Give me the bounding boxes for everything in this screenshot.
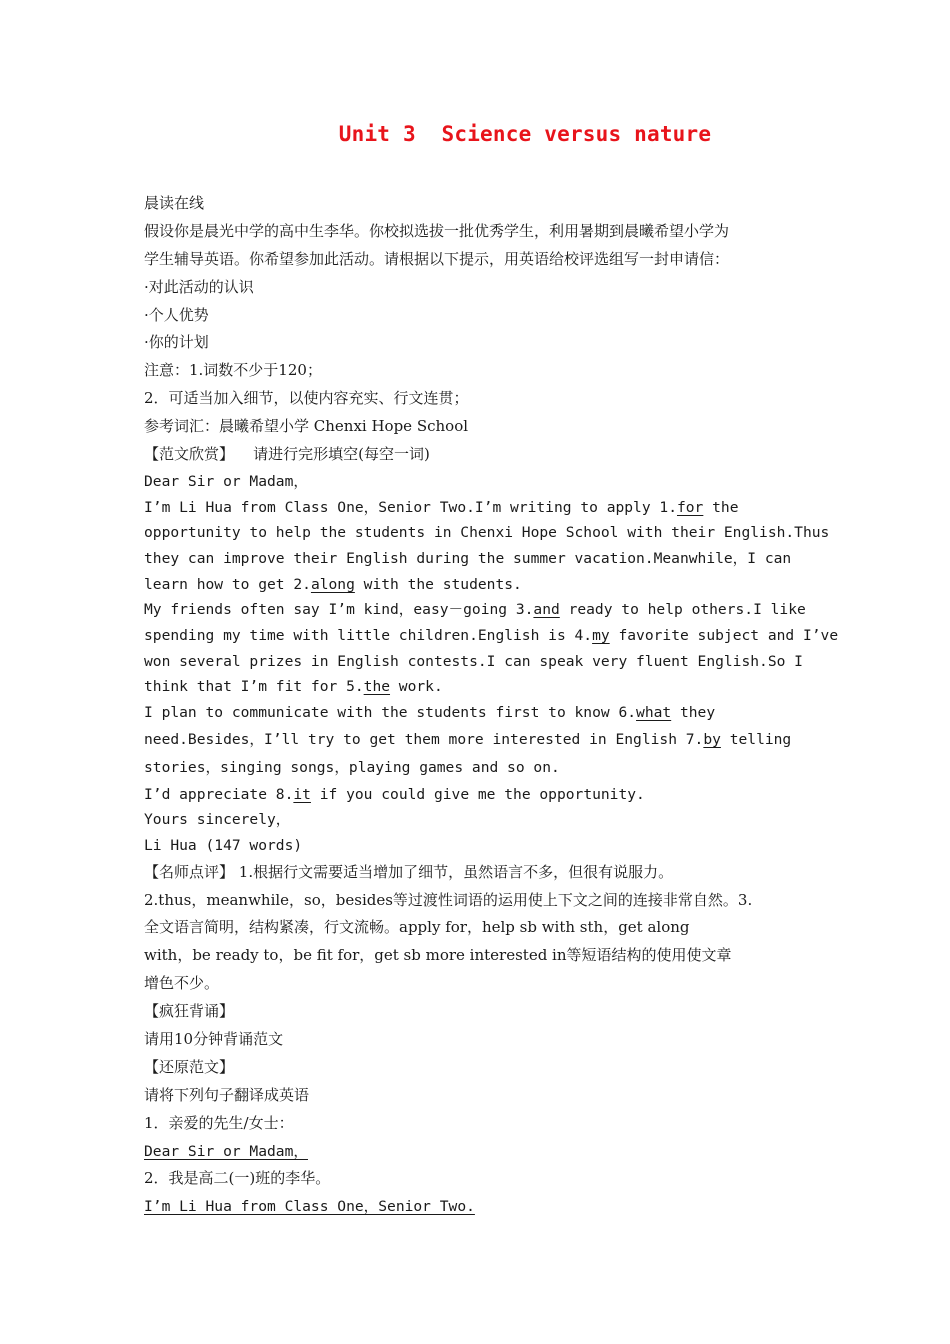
vocab-text: 参考词汇：晨曦希望小学 Chenxi Hope School: [144, 417, 469, 436]
translation-answer: Dear Sir or Madam，: [144, 1142, 308, 1160]
blank-answer-3: and: [533, 601, 560, 619]
section-heading-teacher-comment: 【名师点评】: [144, 862, 235, 881]
restore-section: [144, 1054, 812, 1221]
intro-section: [144, 190, 812, 441]
translation-answer: I’m Li Hua from Class One，Senior Two.: [144, 1198, 475, 1216]
model-essay-section: [144, 441, 839, 859]
essay-line: I plan to communicate with the students first to know 6.what they: [144, 704, 716, 722]
section-heading-morning-reading: 晨读在线: [144, 194, 205, 212]
page-title: Unit 3 Science versus nature: [338, 122, 712, 146]
essay-line: stories，singing songs，playing games and so on.: [144, 758, 560, 776]
essay-line: learn how to get 2.along with the students.: [144, 575, 522, 593]
section-heading-model-essay: 【范文欣赏】: [144, 445, 235, 464]
translation-question: 1．亲爱的先生/女士：: [144, 1113, 294, 1132]
blank-answer-1: for: [676, 498, 704, 516]
comment-line: 【名师点评】 1.根据行文需要适当增加了细节，虽然语言不多，但很有说服力。: [144, 862, 674, 881]
bullet-item: ·你的计划: [144, 333, 209, 352]
comment-line: 2.thus，meanwhile，so，besides等过渡性词语的运用使上下文之间的连接非常自然。3.: [144, 890, 753, 909]
essay-line: My friends often say I’m kind，easy－going 3.and ready to help others.I like: [144, 601, 806, 619]
essay-line: think that I’m fit for 5.the work.: [144, 678, 443, 696]
essay-line: they can improve their English during the summer vacation.Meanwhile，I can: [144, 549, 792, 567]
blank-answer-4: my: [592, 627, 610, 645]
comment-line: 全文语言简明，结构紧凑，行文流畅。apply for，help sb with sth，get along: [144, 918, 690, 937]
essay-line: need.Besides，I’ll try to get them more interested in English 7.by telling: [144, 730, 792, 748]
restore-instruction: 请将下列句子翻译成英语: [144, 1085, 310, 1104]
essay-line: opportunity to help the students in Chenxi Hope School with their English.Thus: [144, 524, 830, 542]
letter-greeting: Dear Sir or Madam，: [144, 472, 308, 490]
essay-line: I’d appreciate 8.it if you could give me the opportunity.: [144, 785, 645, 803]
essay-line: I’m Li Hua from Class One，Senior Two.I’m writing to apply 1.for the: [144, 498, 739, 516]
letter-signature: Li Hua (147 words): [144, 836, 303, 854]
teacher-comment-section: [144, 859, 812, 998]
task-text: 学生辅导英语。你希望参加此活动。请根据以下提示，用英语给校评选组写一封申请信：: [144, 249, 730, 268]
section-heading-recite: 【疯狂背诵】: [144, 1002, 235, 1021]
blank-answer-6: what: [636, 704, 672, 722]
blank-answer-8: it: [293, 785, 311, 803]
note-text: 2．可适当加入细节，以使内容充实、行文连贯；: [144, 389, 469, 408]
blank-answer-7: by: [703, 730, 721, 748]
comment-line: 增色不少。: [144, 974, 220, 993]
recite-section: [144, 998, 812, 1054]
section-heading-restore: 【还原范文】: [144, 1057, 235, 1076]
recite-instruction: 请用10分钟背诵范文: [144, 1029, 284, 1048]
essay-line: spending my time with little children.English is 4.my favorite subject and I’ve: [144, 627, 839, 645]
model-heading-row: [144, 441, 812, 469]
essay-line: won several prizes in English contests.I can speak very fluent English.So I: [144, 652, 803, 670]
blank-answer-2: along: [310, 575, 355, 593]
letter-closing: Yours sincerely，: [144, 811, 291, 829]
bullet-item: ·对此活动的认识: [144, 277, 254, 296]
model-instruction: 请进行完形填空(每空一词): [253, 445, 430, 464]
note-text: 注意：1.词数不少于120；: [144, 361, 322, 380]
translation-question: 2．我是高二(一)班的李华。: [144, 1169, 331, 1188]
document-body: [144, 190, 839, 1221]
task-text: 假设你是晨光中学的高中生李华。你校拟选拔一批优秀学生，利用暑期到晨曦希望小学为: [144, 221, 730, 240]
bullet-item: ·个人优势: [144, 305, 209, 324]
blank-answer-5: the: [363, 678, 391, 696]
comment-line: with，be ready to，be fit for，get sb more interested in等短语结构的使用使文章: [144, 946, 732, 965]
